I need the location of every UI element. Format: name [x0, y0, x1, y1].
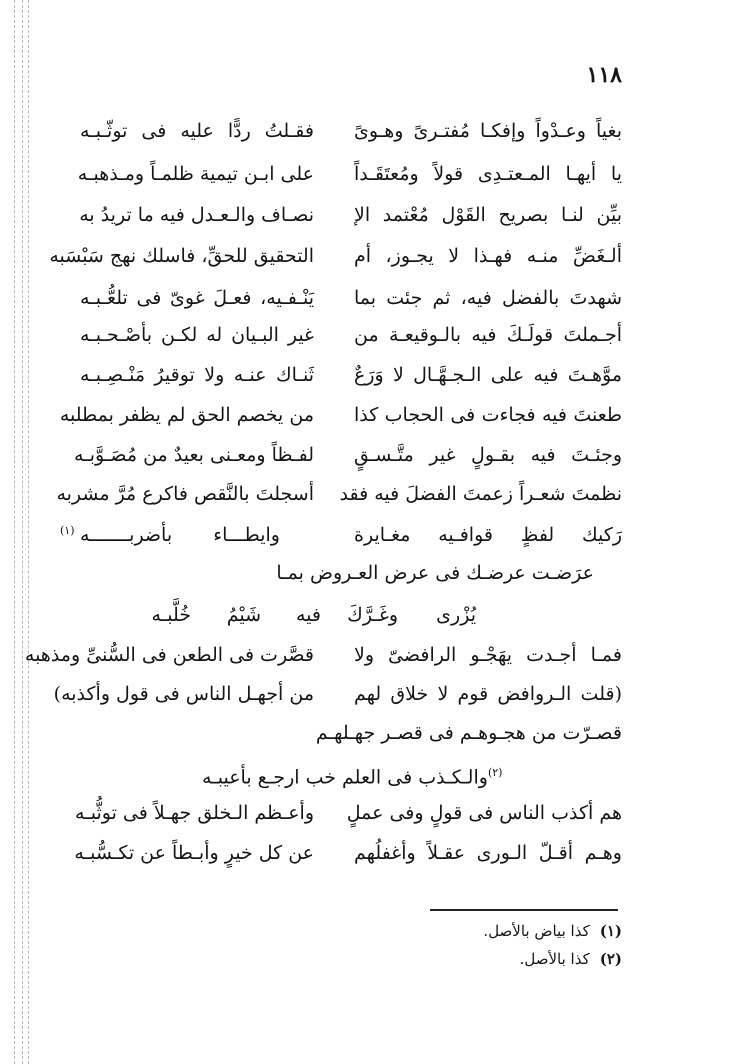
verse-first-hemistich: أجـملتَ قولَـكَ فيه بالـوقيعـة من	[354, 324, 622, 346]
verse-first-hemistich: شهدتَ بالفضل فيه، ثم جئت بما	[354, 287, 622, 309]
verse-single-line: عرَضـت عرضـك فى عرض العـروض بمـا	[276, 562, 594, 584]
footnote	[483, 920, 622, 942]
verse-second-hemistich: على ابـن تيمية ظلمـاً ومـذهبـه	[77, 163, 314, 185]
verse-second-hemistich: من أجهـل الناس فى قول وأكذبه)	[53, 683, 314, 705]
verse-second-hemistich: عن كل خيرٍ وأبـطاً عن تكـسُّبـه	[74, 842, 314, 864]
verse-single-line	[202, 758, 622, 792]
verse-second-hemistich: يَنْـفـيه، فعـلَ غوىّ فى تلعُّـبـه	[80, 287, 314, 309]
verse-second-hemistich: التحقيق للحقِّ، فاسلك نهج سَبْسَبه	[49, 245, 314, 267]
verse-word: فيه	[295, 604, 321, 626]
verse-second-hemistich: فقـلتُ ردًّا عليه فى توثّـبـه	[80, 120, 314, 142]
verse-row	[49, 241, 622, 281]
verse-first-hemistich: وجئـتَ فيه بقـولٍ غير متَّـسـقٍ	[354, 444, 622, 466]
verse-row	[80, 360, 622, 400]
page-number: ١١٨	[586, 62, 622, 88]
page-edge-line	[14, 0, 15, 1064]
verse-word: شَيْمُ	[226, 604, 261, 626]
verse-row	[75, 798, 622, 838]
verse-first-hemistich: هم أكذب الناس فى قولٍ وفى عملٍ	[346, 802, 622, 824]
page-edge-line	[22, 0, 23, 1064]
verse-row	[73, 440, 622, 480]
verse-row	[80, 200, 622, 240]
verse-row	[56, 479, 622, 519]
verse-second-hemistich: وايطـــاء بأضربـــــــه	[80, 524, 280, 546]
verse-row	[80, 283, 622, 323]
verse-first-hemistich: بيِّن لنـا بصريح القَوْل مُعْتمد الإ	[354, 204, 622, 226]
footnote-number: (١)	[599, 922, 622, 940]
footnote	[520, 948, 622, 970]
verse-first-hemistich: موَّهـتَ فيه على الـجـهَّـال لا وَرَعٌ	[354, 364, 622, 386]
verse-first-hemistich: وهـم أقـلّ الـورى عقـلاً وأغفلُهم	[354, 842, 622, 864]
verse-first-hemistich: (قلت الـروافض قوم لا خلاق لهم	[354, 683, 622, 705]
verse-first-hemistich: نظمتَ شعـراً زعمتَ الفضلَ فيه فقد	[339, 483, 622, 505]
footnote-separator	[430, 909, 618, 911]
verse-word: وغَـرَّكَ	[347, 604, 398, 626]
verse-word: يُزْرى	[436, 604, 476, 626]
verse-text: والـكـذب فى العلم خب ارجـع بأعيبـه	[202, 766, 488, 789]
verse-first-hemistich: يا أيهـا المـعتـدِى قولاً ومُعتَقَـداً	[354, 163, 622, 185]
verse-single-line: قصـرّت من هجـوهـم فى قصـر جهـلهـم	[315, 722, 622, 744]
verse-second-hemistich: نصـاف والـعـدل فيه ما تريدُ به	[79, 204, 314, 226]
verse-row	[53, 679, 622, 719]
verse-row	[24, 640, 622, 680]
footnote-text: كذا بالأصل.	[519, 950, 590, 968]
verse-second-hemistich: من يخصم الحق لم يظفر بمطلبه	[59, 404, 314, 426]
footnote-marker: (٢)	[487, 766, 503, 779]
footnote-number: (٢)	[599, 950, 622, 968]
verse-second-hemistich: ثَنـاك عنـه ولا توقيرُ مَنْـصِـبـه	[80, 364, 314, 386]
verse-second-hemistich: لفـظاً ومعـنى بعيدٌ من مُصَـوَّبـه	[73, 444, 314, 466]
verse-second-hemistich: وأعـظم الـخلق جهـلاً فى توثُّبـه	[75, 802, 314, 824]
verse-row	[80, 116, 622, 156]
verse-second-hemistich: أسجلتَ بالنَّقص فاكرع مُرَّ مشربه	[56, 483, 314, 505]
verse-row	[59, 400, 622, 440]
footnote-text: كذا بياض بالأصل.	[483, 922, 590, 940]
verse-first-hemistich: بغياً وعـدْواً وإفكـا مُفتـرىً وهـوىً	[354, 120, 622, 142]
verse-row	[74, 838, 622, 878]
verse-row	[80, 520, 622, 560]
footnote-marker: (١)	[60, 524, 75, 537]
verse-row	[80, 320, 622, 360]
verse-row	[77, 159, 622, 199]
verse-second-hemistich: غير البـيان له لكـن بأصْـحـبـه	[80, 324, 314, 346]
verse-first-hemistich: طعنتَ فيه فجاءت فى الحجاب كذا	[354, 404, 622, 426]
verse-first-hemistich: فمـا أجـدت يهَجْـو الرافضىّ ولا	[354, 644, 622, 666]
verse-first-hemistich: رَكيك لفظٍ قوافـيه مغـايرة	[354, 524, 622, 546]
verse-row-spaced	[136, 600, 476, 640]
verse-first-hemistich: ألـغَضِّ منـه فهـذا لا يجـوز، أم	[354, 245, 622, 267]
verse-word: خُلَّبـه	[151, 604, 191, 626]
verse-second-hemistich: قصَّرت فى الطعن فى السُّنىِّ ومذهبه	[24, 644, 314, 666]
page-edge-line	[28, 0, 29, 1064]
